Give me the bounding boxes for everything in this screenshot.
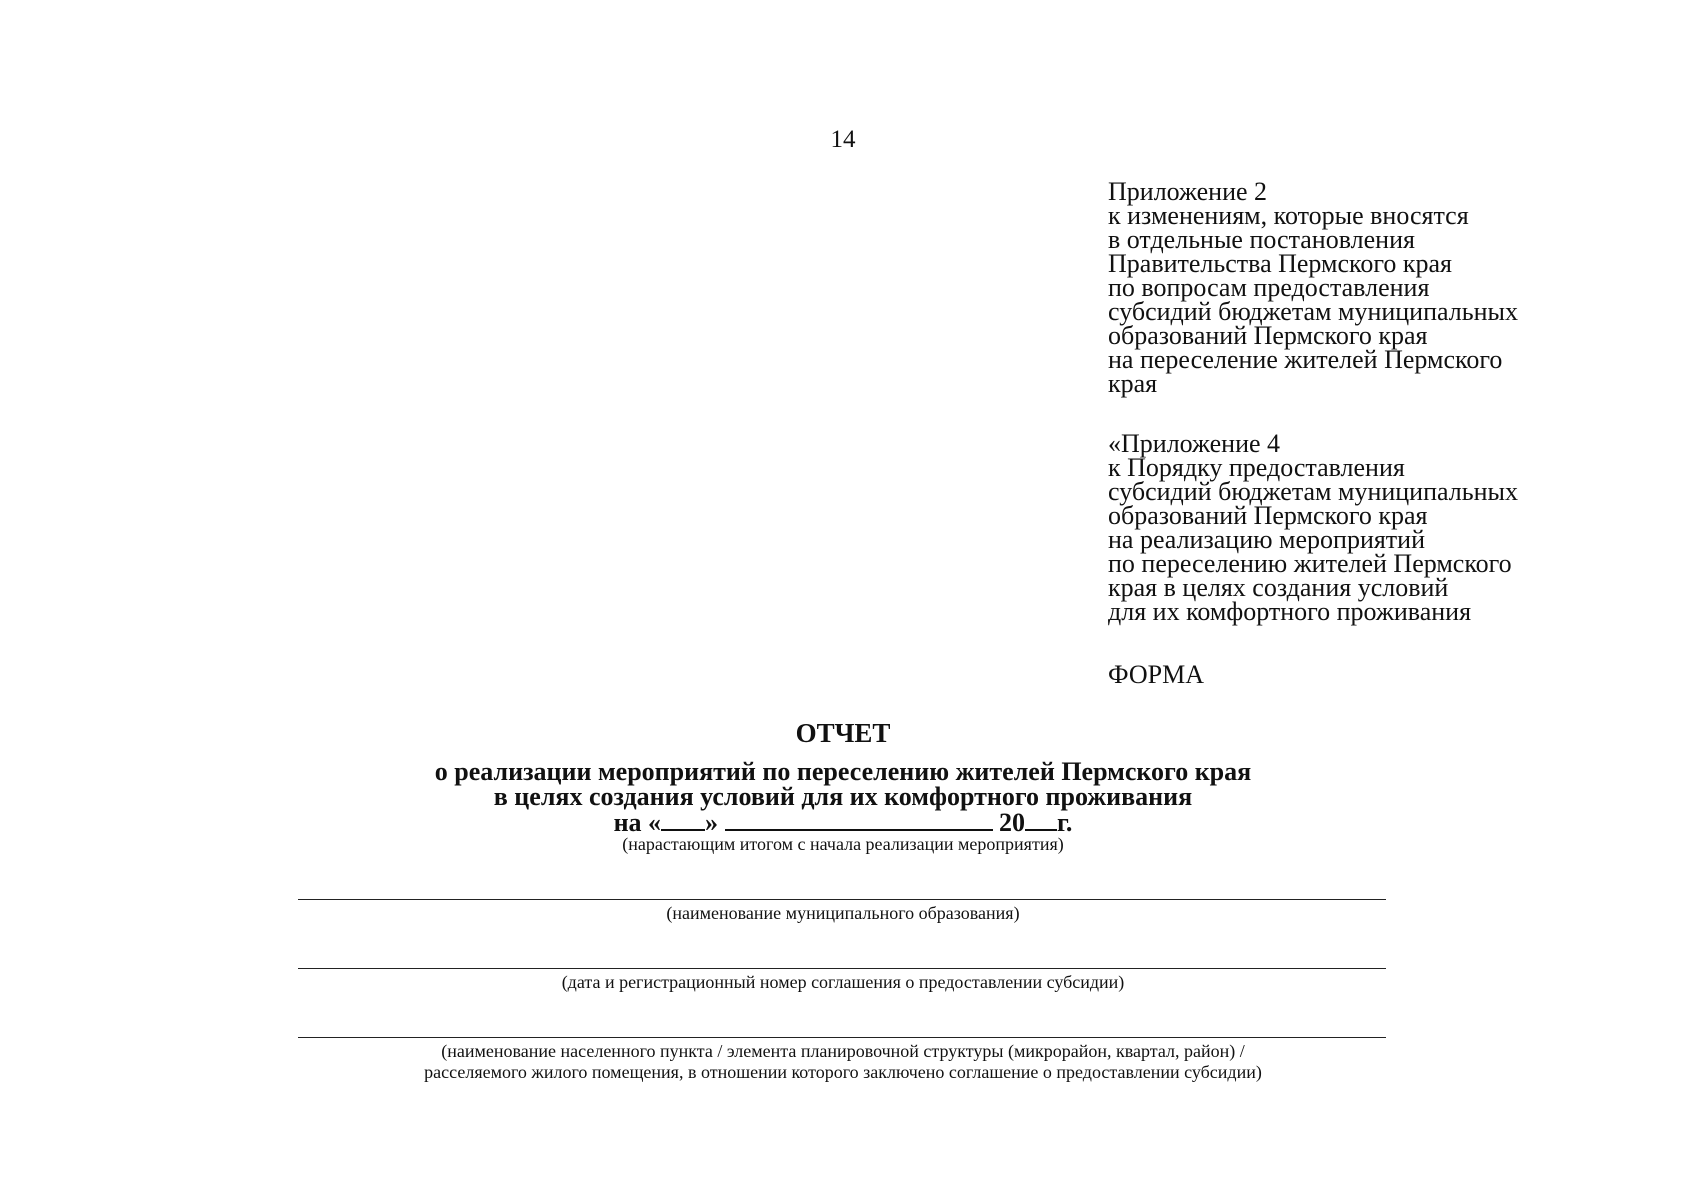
settlement-hint-line-1: (наименование населенного пункта / элемента планировочной структуры (микрорайон, квартал, район) / (441, 1041, 1245, 1061)
annex-4-line: образований Пермского края (1108, 501, 1428, 530)
date-quote-close: » (705, 808, 719, 837)
month-blank[interactable] (725, 807, 993, 831)
annex-2-line: на переселение жителей Пермского (1108, 345, 1503, 374)
report-subtitle-line-1: о реализации мероприятий по переселению жителей Пермского края (434, 757, 1252, 786)
date-suffix: г. (1057, 808, 1073, 837)
agreement-hint: (дата и регистрационный номер соглашения о предоставлении субсидии) (561, 972, 1125, 992)
annex-2-line: Правительства Пермского края (1108, 249, 1452, 278)
cumulative-hint: (нарастающим итогом с начала реализации мероприятия) (622, 834, 1064, 854)
form-label: ФОРМА (1108, 660, 1204, 689)
report-subtitle (0, 759, 1686, 809)
annex-2-header (1108, 177, 1668, 398)
annex-2-line: к изменениям, которые вносятся (1108, 201, 1469, 230)
annex-4-line: на реализацию мероприятий (1108, 525, 1426, 554)
settlement-hint (0, 1041, 1686, 1083)
annex-4-line: для их комфортного проживания (1108, 597, 1472, 626)
page-number: 14 (830, 126, 856, 153)
annex-2-line: в отдельные постановления (1108, 225, 1415, 254)
day-blank[interactable] (661, 807, 705, 831)
settlement-hint-line-2: расселяемого жилого помещения, в отношении которого заключено соглашение о предоставлении субсидии) (424, 1062, 1262, 1082)
settlement-field-line[interactable] (298, 1037, 1386, 1038)
annex-2-line: Приложение 2 (1108, 177, 1268, 206)
annex-2-line: образований Пермского края (1108, 321, 1428, 350)
year-prefix: 20 (999, 808, 1026, 837)
annex-4-line: субсидий бюджетам муниципальных (1108, 477, 1518, 506)
annex-2-line: края (1108, 369, 1158, 398)
report-date-line (0, 807, 1686, 836)
date-prefix: на « (613, 808, 662, 837)
municipality-hint: (наименование муниципального образования) (666, 903, 1020, 923)
annex-2-line: по вопросам предоставления (1108, 273, 1430, 302)
year-blank[interactable] (1025, 807, 1057, 831)
annex-4-header (1108, 429, 1668, 626)
municipality-field-line[interactable] (298, 899, 1386, 900)
report-subtitle-line-2: в целях создания условий для их комфортного проживания (493, 782, 1193, 811)
annex-4-line: края в целях создания условий (1108, 573, 1449, 602)
annex-4-line: к Порядку предоставления (1108, 453, 1405, 482)
agreement-field-line[interactable] (298, 968, 1386, 969)
annex-4-line: «Приложение 4 (1108, 429, 1281, 458)
annex-2-line: субсидий бюджетам муниципальных (1108, 297, 1518, 326)
report-title: ОТЧЕТ (795, 718, 891, 748)
annex-4-line: по переселению жителей Пермского (1108, 549, 1512, 578)
